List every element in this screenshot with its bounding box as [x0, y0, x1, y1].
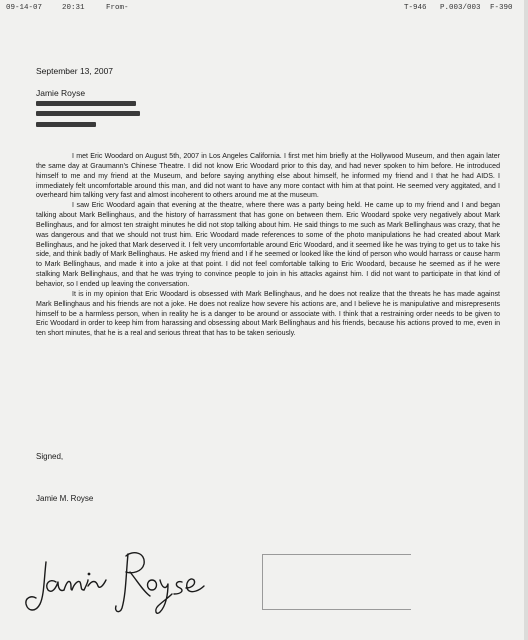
body-paragraph: I saw Eric Woodard again that evening at the theatre, where there was a party being held. He came up to my friend and I and began talking about Mark Bellinghaus, and the history of harrassment that has gone on between them. Eric Woodard spoke very negatively about Mark Bellinghaus, and for almost ten straight minutes he did not stop talking about him. He said things to me such as Mark Bellinghaus was crazy, that he was dangerous and that we should not trust him. Eric Woodard made references to some of the photo manipulations he had created about Mark Bellinghaus, and he joked that Mark deserved it. I felt very uncomfortable around Eric Woodard, and it seemed like he was trying to get us to take his side, and think badly of Mark Bellinghaus. He asked my friend and I if he seemed or looked like the kind of person who would harrass or cause harm to Mark Bellinghaus, and made it into a joke at that point. I did not feel comfortable talking to Eric Woodard, because he seemed as if he were stalking Mark Bellinghaus, and that he was trying to convince people to join in his attacks against him. I did not want to participate in that kind of behavior, so I ended up leaving the conversation.	[36, 202, 500, 288]
redacted-phone-line	[36, 122, 96, 127]
fax-time: 20:31	[62, 4, 85, 12]
page-edge	[524, 0, 528, 640]
recipient-name: Jamie Royse	[36, 88, 86, 98]
body-paragraph: I met Eric Woodard on August 5th, 2007 in Los Angeles California. I first met him briefly at the Hollywood Museum, and then again later the same day at Graumann's Chinese Theatre. I did not know Eric Woodard prior to this day, and had never spoken to him before. He introduced himself to me and my friend at the Museum, and before saying anything else about himself, he informed my friend and I that he had AIDS. I immediately felt uncomfortable around this man, and did not want to have any more contact with him at that point. He seemed very aggitated, and I overheard him talking very fast and almost incoherent to others around me at the museum.	[36, 153, 500, 200]
signature-box-outline	[262, 554, 411, 610]
letter-body	[36, 152, 500, 339]
fax-form-number: F-390	[490, 4, 513, 12]
body-paragraph: It is in my opinion that Eric Woodard is obsessed with Mark Bellinghaus, and he does not realize that the threats he has made against Mark Bellinghaus and his friends are not a joke. He does not realize how severe his actions are, and I believe he is manipulative and misrepresents himself to be a harmless person, when in reality he is a danger to be around or associate with. I think that a restraining order needs to be given to Eric Woodard in order to keep him from harassing and obsessing about Mark Bellinghaus and his friends, because his actions proved to me, even in ten short minutes, that he is a real and serious threat that has to be taken seriously.	[36, 290, 500, 338]
letter-date: September 13, 2007	[36, 66, 114, 76]
fax-date: 09-14-07	[6, 4, 43, 12]
redacted-address-line	[36, 101, 136, 106]
typed-signature: Jamie M. Royse	[36, 494, 94, 503]
closing: Signed,	[36, 452, 64, 461]
redacted-address-line	[36, 111, 140, 116]
handwritten-signature	[22, 540, 252, 622]
fax-page-count: P.003/003	[440, 4, 481, 12]
fax-from-label: From-	[106, 4, 129, 12]
fax-header	[6, 4, 522, 16]
fax-station: T-946	[404, 4, 427, 12]
